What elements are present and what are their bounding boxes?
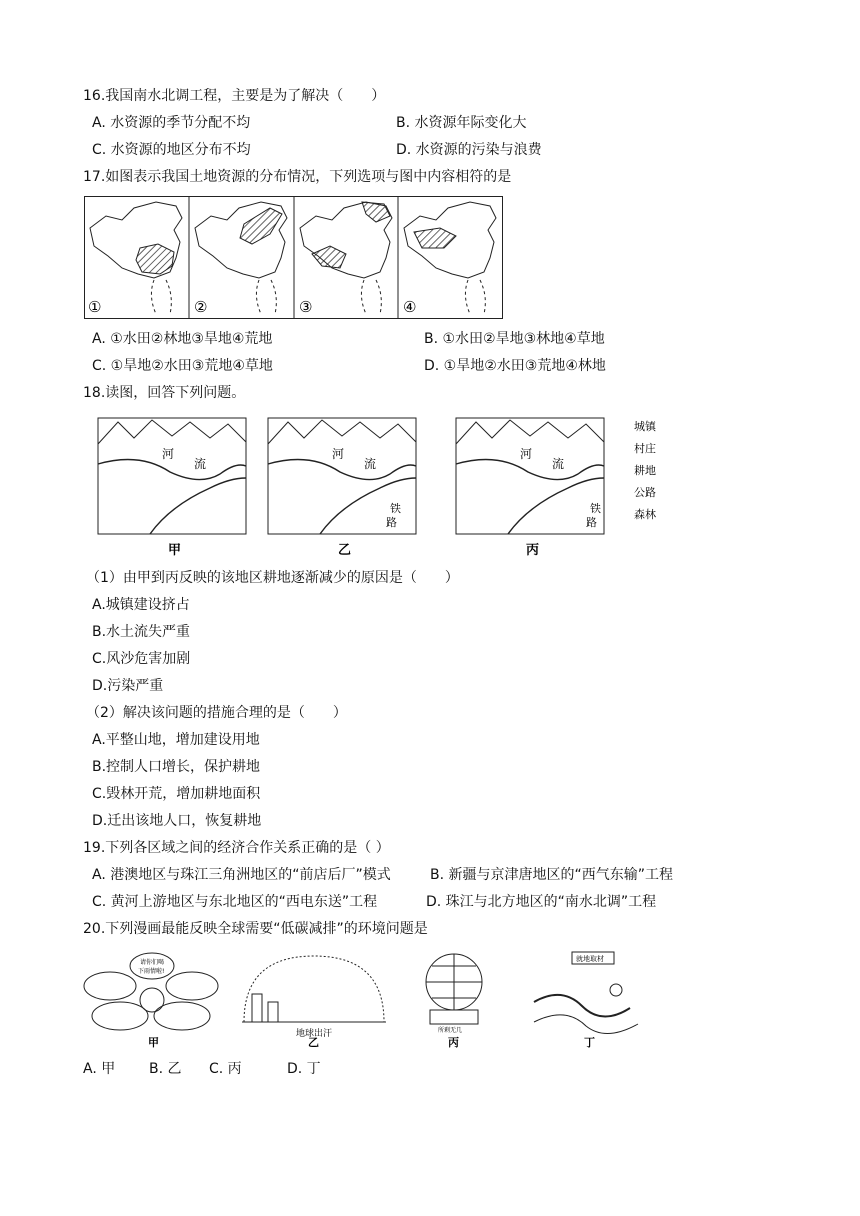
q18-stem: 18.读图，回答下列问题。 [83,385,246,401]
river-label-2: 流 [194,457,207,471]
q17-option-a: A. ①水田②林地③旱地④荒地 [92,331,273,347]
q18-sub2-option-c: C.毁林开荒，增加耕地面积 [92,786,261,802]
legend [634,419,657,521]
legend-farmland: 耕地 [634,464,656,477]
cartoon-bing [426,954,482,1034]
q19-option-b: B. 新疆与京津唐地区的“西气东输”工程 [430,867,674,883]
q18-sub1-option-b: B.水土流失严重 [92,624,191,640]
tail-text: 所剩无几 [438,1027,463,1034]
q19-option-a: A. 港澳地区与珠江三角洲地区的“前店后厂”模式 [92,867,391,883]
cartoon-label-ding: 丁 [584,1036,595,1048]
rail-label-1c: 铁 [590,502,601,515]
map-label-3: ③ [299,298,313,316]
q18-sub2-option-b: B.控制人口增长，保护耕地 [92,759,261,775]
q20-option-a: A. 甲 [83,1061,116,1077]
bubble-text-2: 下雨情啦! [138,968,165,975]
cartoon-jia [84,953,218,1030]
panel-yi [268,418,416,534]
legend-forest: 森林 [634,508,656,521]
q18-sub1-option-a: A.城镇建设挤占 [92,597,190,613]
q18-sub2-option-a: A.平整山地，增加建设用地 [92,732,260,748]
q16-option-c: C. 水资源的地区分布不均 [92,142,251,158]
rail-label-2: 路 [386,516,397,529]
cartoon-label-jia: 甲 [148,1036,159,1048]
legend-village: 村庄 [634,442,656,455]
q16-option-d: D. 水资源的污染与浪费 [396,142,542,158]
q20-option-b: B. 乙 [149,1061,182,1077]
sweat-text: 地球出汗 [296,1029,333,1039]
panel-jia [98,418,246,534]
q18-sub1-option-c: C.风沙危害加剧 [92,651,191,667]
cartoon-ding [534,952,638,1034]
bubble-text-1: 请你们喝 [140,959,165,966]
q18-sub1-stem: （1）由甲到丙反映的该地区耕地逐渐减少的原因是（ ） [86,570,459,586]
q20-option-c: C. 丙 [209,1061,242,1077]
q19-option-c: C. 黄河上游地区与东北地区的“西电东送”工程 [92,894,378,910]
panel-bing [456,418,604,534]
q19-stem: 19.下列各区域之间的经济合作关系正确的是（ ） [83,840,390,856]
rail-label-1: 铁 [390,502,401,515]
legend-road: 公路 [634,486,656,499]
q17-option-d: D. ①旱地②水田③荒地④林地 [424,358,606,374]
panel-label-yi: 乙 [338,543,352,558]
map-label-4: ④ [403,298,417,316]
q17-option-c: C. ①旱地②水田③荒地④草地 [92,358,273,374]
q19-option-d: D. 珠江与北方地区的“南水北调”工程 [426,894,657,910]
q18-land-use-maps [90,414,680,562]
legend-town: 城镇 [634,420,656,433]
q17-option-b: B. ①水田②旱地③林地④草地 [424,331,605,347]
panel-label-bing: 丙 [526,543,540,558]
q18-sub1-option-d: D.污染严重 [92,678,164,694]
q18-sub2-option-d: D.迁出该地人口，恢复耕地 [92,813,262,829]
sign-text: 就地取材 [576,955,604,963]
river-label-2c: 流 [552,457,565,471]
rail-label-2c: 路 [586,516,597,529]
river-label-1: 河 [162,447,175,461]
q20-cartoons [82,946,662,1048]
q17-stem: 17.如图表示我国土地资源的分布情况，下列选项与图中内容相符的是 [83,169,512,185]
cartoon-label-yi: 乙 [308,1036,319,1048]
q16-stem: 16.我国南水北调工程，主要是为了解决（ ） [83,88,386,104]
cartoon-label-bing: 丙 [448,1036,459,1048]
river-label-1b: 河 [332,447,345,461]
q20-option-d: D. 丁 [287,1061,321,1077]
map-label-1: ① [88,298,102,316]
q16-option-b: B. 水资源年际变化大 [396,115,527,131]
cartoon-yi [242,956,386,1039]
q17-land-resource-maps [84,196,504,320]
river-label-2b: 流 [364,457,377,471]
q16-option-a: A. 水资源的季节分配不均 [92,115,251,131]
river-label-1c: 河 [520,447,533,461]
q18-sub2-stem: （2）解决该问题的措施合理的是（ ） [86,705,347,721]
map-label-2: ② [194,298,208,316]
q20-stem: 20.下列漫画最能反映全球需要“低碳减排”的环境问题是 [83,921,428,937]
panel-label-jia: 甲 [168,543,182,558]
